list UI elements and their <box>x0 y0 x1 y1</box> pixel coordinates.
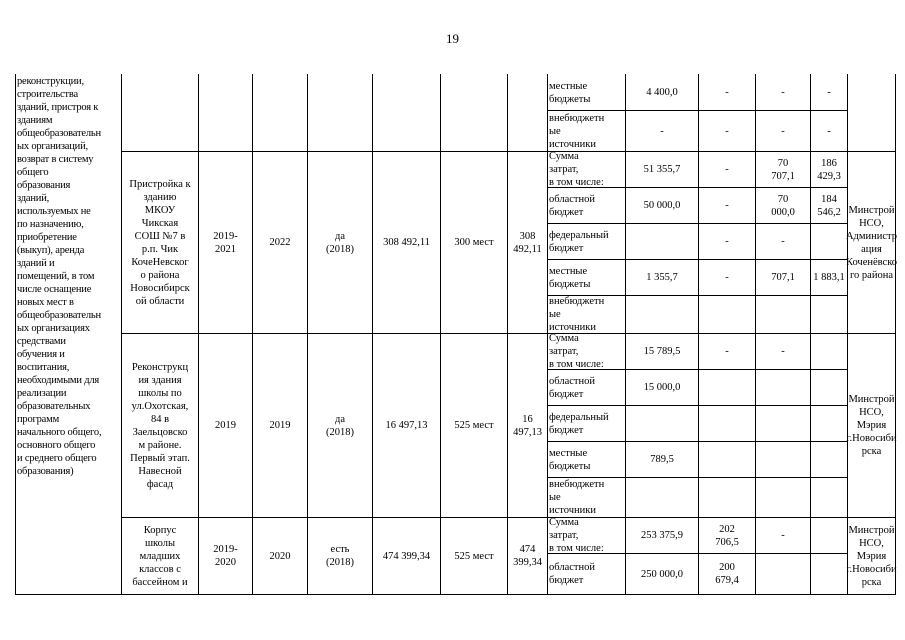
page-number: 19 <box>446 31 459 46</box>
project1-row-1-v2 <box>700 188 754 223</box>
project1-cost <box>374 152 439 333</box>
project1-cost2-text: 308 492,11 <box>513 230 542 255</box>
project2-cost2 <box>509 334 546 517</box>
project2-row-1-v4 <box>812 370 846 405</box>
project1-row-2-v3 <box>757 224 809 259</box>
project2-row-1-v1-text: 15 000,0 <box>643 382 681 393</box>
project2-row-2-v4 <box>812 406 846 441</box>
project1-row-3-type <box>549 260 624 295</box>
top-extra-v4 <box>812 111 846 151</box>
top-local-type <box>549 75 624 110</box>
project2-row-1-type-text: областной бюджет <box>549 375 595 400</box>
project1-row-2-type <box>549 224 624 259</box>
project1-year <box>254 152 306 333</box>
left-description-text: реконструкции, строительства зданий, пристроя к зданиям общеобразовательн ых организаций, возврат в систему общего образования зданий, используемых не по назначению, приобретение (выкуп), аренда зданий и помещений, в том числе оснащение новых мест в общеобразовательн ых организациях средствами обучения и воспитания, необходимыми для реализации образовательных программ начального общего, основного общего и среднего общего образования) <box>17 76 102 477</box>
project2-row-2-v3 <box>757 406 809 441</box>
project3-name-text: Корпус школы младших классов с бассейном и <box>132 524 188 588</box>
project2-status-text: да (2018) <box>326 413 354 438</box>
table-rule <box>755 74 756 594</box>
project1-period <box>200 152 251 333</box>
project2-row-4-v3 <box>757 478 809 517</box>
project1-row-0-v1-text: 51 355,7 <box>643 164 681 175</box>
project1-executor-text: Минстрой НСО, Администр ация Коченёвско го района <box>845 204 898 281</box>
project1-row-3-v1-text: 1 355,7 <box>646 272 678 283</box>
project3-status-text: есть (2018) <box>326 544 354 568</box>
budget-table <box>15 74 898 594</box>
project1-row-3-v4 <box>812 260 846 295</box>
project1-row-4-type <box>549 296 624 333</box>
project1-row-3-type-text: местные бюджеты <box>549 265 591 290</box>
project2-year-text: 2019 <box>269 420 291 431</box>
project2-row-2-type-text: федеральный бюджет <box>549 411 609 436</box>
project3-period-text: 2019- 2020 <box>213 544 238 568</box>
table-rule <box>440 74 441 594</box>
project1-status-text: да (2018) <box>326 230 354 255</box>
table-rule <box>698 74 699 594</box>
project1-row-4-v3 <box>757 296 809 333</box>
project3-row-0-v2 <box>700 518 754 553</box>
project1-row-2-v2 <box>700 224 754 259</box>
project3-row-0-v3 <box>757 518 809 553</box>
project1-row-3-v3 <box>757 260 809 295</box>
top-extra-v4-text: - <box>827 125 831 137</box>
project1-row-0-type-text: Сумма затрат, в том числе: <box>549 151 604 188</box>
project3-executor <box>846 518 897 594</box>
project1-status <box>309 152 371 333</box>
project2-year <box>254 334 306 517</box>
project1-row-2-v1 <box>627 224 697 259</box>
project2-row-4-type <box>549 478 624 517</box>
top-extra-type-text: внебюджетн ые источники <box>549 112 605 150</box>
top-extra-v1 <box>627 111 697 151</box>
top-local-v2-text: - <box>725 87 729 98</box>
project1-row-1-type-text: областной бюджет <box>549 193 595 218</box>
project2-row-0-v4 <box>812 334 846 369</box>
top-extra-type <box>549 111 624 151</box>
project1-row-3-v4-text: 1 883,1 <box>813 272 845 283</box>
project1-row-4-v1 <box>627 296 697 333</box>
project1-row-4-type-text: внебюджетн ые источники <box>549 296 605 333</box>
table-rule <box>810 74 811 594</box>
project2-capacity <box>442 334 506 517</box>
top-extra-v3 <box>757 111 809 151</box>
project1-row-0-v3 <box>757 152 809 187</box>
table-rule <box>895 74 896 594</box>
project2-row-2-v2 <box>700 406 754 441</box>
project2-row-3-v1 <box>627 442 697 477</box>
project1-row-1-v2-text: - <box>725 200 729 211</box>
project2-status <box>309 334 371 517</box>
table-rule <box>307 74 308 594</box>
project2-row-4-type-text: внебюджетн ые источники <box>549 479 605 516</box>
project3-row-0-v3-text: - <box>781 530 785 541</box>
project2-row-3-v1-text: 789,5 <box>650 454 674 465</box>
project2-row-0-type <box>549 334 624 369</box>
project2-row-0-v2-text: - <box>725 346 729 357</box>
project2-period <box>200 334 251 517</box>
project2-row-3-type <box>549 442 624 477</box>
project2-cost2-text: 16 497,13 <box>513 413 542 438</box>
project3-cost-text: 474 399,34 <box>382 550 431 562</box>
project1-row-4-v2 <box>700 296 754 333</box>
project1-row-0-v2 <box>700 152 754 187</box>
table-rule <box>507 74 508 594</box>
top-local-v4-text: - <box>827 87 831 98</box>
top-local-v3-text: - <box>781 87 785 98</box>
project2-executor-text: Минстрой НСО, Мэрия г.Новосиби рска <box>846 394 897 457</box>
table-rule <box>547 74 548 594</box>
table-rule <box>121 74 122 594</box>
project2-row-1-v1 <box>627 370 697 405</box>
top-local-v4 <box>812 75 846 110</box>
project2-capacity-text: 525 мест <box>454 420 494 431</box>
project1-row-2-v4 <box>812 224 846 259</box>
project3-row-1-type <box>549 554 624 594</box>
project2-row-0-v3-text: - <box>781 346 785 357</box>
top-extra-v3-text: - <box>781 125 785 137</box>
project2-row-4-v2 <box>700 478 754 517</box>
project2-row-1-v3 <box>757 370 809 405</box>
project3-row-0-v1 <box>627 518 697 553</box>
project2-cost-text: 16 497,13 <box>385 420 428 431</box>
project2-row-4-v4 <box>812 478 846 517</box>
project1-row-2-type-text: федеральный бюджет <box>549 229 609 254</box>
project3-period <box>200 518 251 594</box>
project1-row-4-v4 <box>812 296 846 333</box>
top-local-v1 <box>627 75 697 110</box>
project2-row-0-v1-text: 15 789,5 <box>643 346 681 357</box>
project1-row-0-v4-text: 186 429,3 <box>817 157 841 182</box>
project2-cost <box>374 334 439 517</box>
project1-row-0-type <box>549 152 624 187</box>
project3-row-1-v2 <box>700 554 754 594</box>
project1-row-1-v3-text: 70 000,0 <box>771 193 795 218</box>
project3-row-0-v2-text: 202 706,5 <box>715 523 739 548</box>
table-rule <box>847 74 848 594</box>
project3-row-1-v4 <box>812 554 846 594</box>
project1-row-3-v1 <box>627 260 697 295</box>
project2-row-0-type-text: Сумма затрат, в том числе: <box>549 333 604 370</box>
project2-row-2-type <box>549 406 624 441</box>
project3-row-1-v1-text: 250 000,0 <box>641 568 683 580</box>
project1-row-0-v4 <box>812 152 846 187</box>
project3-row-1-v3 <box>757 554 809 594</box>
project1-row-0-v3-text: 70 707,1 <box>771 157 795 182</box>
project1-cost-text: 308 492,11 <box>383 237 430 248</box>
project2-row-3-type-text: местные бюджеты <box>549 447 591 472</box>
table-rule <box>15 594 896 595</box>
project2-row-1-v2 <box>700 370 754 405</box>
project3-status <box>309 518 371 594</box>
project2-row-0-v3 <box>757 334 809 369</box>
project2-row-4-v1 <box>627 478 697 517</box>
top-local-v3 <box>757 75 809 110</box>
project3-row-0-type <box>549 518 624 553</box>
project3-executor-text: Минстрой НСО, Мэрия г.Новосиби рска <box>846 524 897 588</box>
project1-name <box>123 152 197 333</box>
table-rule <box>625 74 626 594</box>
project1-row-1-v3 <box>757 188 809 223</box>
project3-row-1-v1 <box>627 554 697 594</box>
project3-name <box>123 518 197 594</box>
project1-row-3-v2-text: - <box>725 272 729 283</box>
project2-row-3-v3 <box>757 442 809 477</box>
table-rule <box>15 74 16 594</box>
project2-row-3-v4 <box>812 442 846 477</box>
project3-cost2-text: 474 399,34 <box>513 544 542 568</box>
project3-capacity-text: 525 мест <box>454 550 494 562</box>
project1-row-1-v4-text: 184 546,2 <box>817 193 841 218</box>
top-local-v2 <box>700 75 754 110</box>
project2-row-0-v2 <box>700 334 754 369</box>
table-rule <box>198 74 199 594</box>
project2-row-0-v1 <box>627 334 697 369</box>
project1-cost2 <box>509 152 546 333</box>
top-local-type-text: местные бюджеты <box>549 80 591 105</box>
project3-row-1-v2-text: 200 679,4 <box>715 562 739 586</box>
project2-row-2-v1 <box>627 406 697 441</box>
table-rule <box>372 74 373 594</box>
project2-row-3-v2 <box>700 442 754 477</box>
project1-row-3-v3-text: 707,1 <box>771 272 795 283</box>
project1-capacity <box>442 152 506 333</box>
project1-row-2-v3-text: - <box>781 236 785 247</box>
top-extra-v2-text: - <box>725 125 729 137</box>
project1-year-text: 2022 <box>269 237 291 248</box>
project1-period-text: 2019- 2021 <box>213 230 238 255</box>
project3-row-0-v4 <box>812 518 846 553</box>
project3-row-0-type-text: Сумма затрат, в том числе: <box>549 517 604 554</box>
project2-executor <box>846 334 897 517</box>
project1-row-1-v1-text: 50 000,0 <box>643 200 681 211</box>
top-extra-v2 <box>700 111 754 151</box>
project3-cost2 <box>509 518 546 594</box>
project3-row-1-type-text: областной бюджет <box>549 562 595 586</box>
project2-period-text: 2019 <box>215 420 236 431</box>
project3-year-text: 2020 <box>269 550 291 562</box>
project1-row-2-v2-text: - <box>725 236 729 247</box>
project3-capacity <box>442 518 506 594</box>
project2-name <box>123 334 197 517</box>
top-extra-v1-text: - <box>660 125 664 137</box>
top-local-v1-text: 4 400,0 <box>646 87 678 98</box>
project1-row-1-type <box>549 188 624 223</box>
project3-cost <box>374 518 439 594</box>
project1-row-1-v4 <box>812 188 846 223</box>
project2-row-1-type <box>549 370 624 405</box>
project1-row-1-v1 <box>627 188 697 223</box>
project1-row-0-v1 <box>627 152 697 187</box>
project3-year <box>254 518 306 594</box>
project1-capacity-text: 300 мест <box>454 237 494 248</box>
project2-name-text: Реконструкц ия здания школы по ул.Охотская, 84 в Заельцовско м районе. Первый этап. Навесной фасад <box>130 361 190 490</box>
project3-row-0-v1-text: 253 375,9 <box>641 530 683 541</box>
project1-row-0-v2-text: - <box>725 164 729 175</box>
table-rule <box>252 74 253 594</box>
left-description <box>17 75 120 594</box>
project1-executor <box>845 152 898 333</box>
project1-name-text: Пристройка к зданию МКОУ Чикская СОШ №7 в р.п. Чик КочеНевског о района Новосибирск ой области <box>129 178 191 307</box>
project1-row-3-v2 <box>700 260 754 295</box>
